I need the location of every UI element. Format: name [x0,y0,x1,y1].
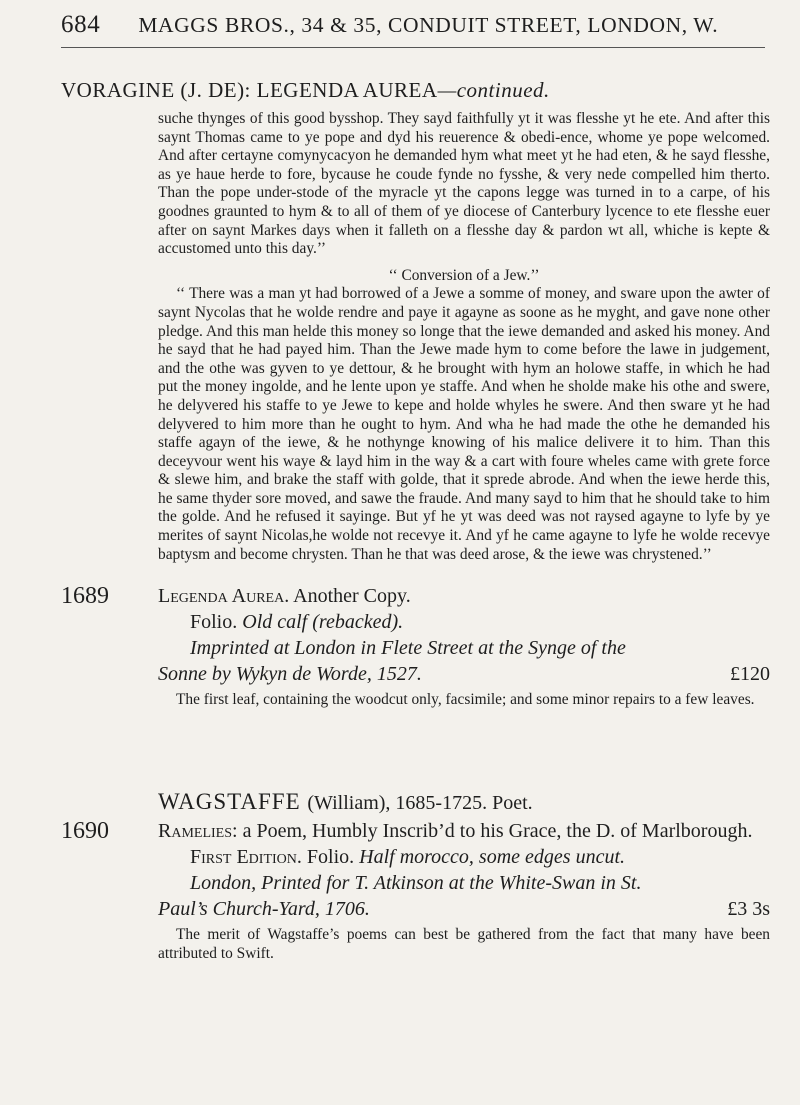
passage-text: suche thynges of this good bysshop. They sayd faithfully yt it was flesshe yt he ete. And after this saynt Thomas came to ye pope and dyd his reuerence & obedi-ence, whome ye pope welcomed. And after certayne comynycacyon he demanded hym what meet yt he had eten, & he sayd flesshe, as ye haue herde to fore, bycause he coude fynde no fysshe, & very nede compelled him therto. Than the pope under-stode of the myracle yt the capons legge was turned in to a carpe, of his goodnes graunted to hym & to all of them of ye diocese of Canterbury lycence to ete flesshe euer after on saynt Markes days when it falleth on a flesshe day & pardon wt all, whiche is kepte & accustomed unto this day.’’ [158,110,770,258]
passage-text: ‘‘ There was a man yt had borrowed of a Jewe a somme of money, and sware upon the awter of saynt Nycolas that he wolde rendre and paye it agayne as soone as he myght, and gave none other pledge. And this man helde this money so longe that the iewe demanded and asked his money. And he sayd that he had payed him. Than the Jewe made hym to come before the lawe in judgement, and the othe was gyven to ye dettour, & he brought with hym an holowe staffe, in which he had put the money ingolde, and he lente upon ye staffe. And when he sholde make his othe and swere, he delyvered his staffe to ye Jewe to kepe and holde whyles he swere. And then sware yt he had delyvered to him more than he ought to hym. And wha he had made the othe he demanded his staffe agayn of the iewe, & he nothynge knowing of his malice delivere it to him. Than this deceyvour went his waye & layd him in the way & a cart with foure wheles came with grete force & slewe him, and brake the staff with golde, that it sprede abrode. And when the iewe herde this, he same thyder sore moved, and sawe the fraude. And many sayd to him that he should take to him the golde. And he refused it sayinge. But yf he yt was deed was not raysed agayne to lyfe by ye merites of saynt Nicolas,he wolde not recevye it. And yf he came agayne to lyfe he wolde recevye baptysm and become chrysten. Than he that was deed arose, & the iewe was chrystened.’’ [158,285,770,563]
entry-title-rest: Another Copy. [293,585,411,607]
header-rule [61,47,765,48]
entry-imprint-cont: Paul’s Church-Yard, 1706. [158,898,370,920]
entry-price: £120 [730,663,770,685]
entry-format: Folio. [190,611,238,633]
entry-format: Folio. [306,846,355,868]
catalogue-entry [158,818,770,963]
entry-number: 1690 [61,818,109,844]
section-heading-main: VORAGINE (J. DE): LEGENDA AUREA [61,78,438,102]
entry-imprint: London, Printed for T. Atkinson at the White-Swan in St. [190,872,642,894]
entry-binding: Half morocco, some edges uncut. [359,846,626,868]
entry-edition: First Edition. [190,846,302,868]
entry-number: 1689 [61,583,109,609]
entry-binding: Old calf (rebacked). [242,611,404,633]
subheading: ‘‘ Conversion of a Jew.’’ [388,266,540,284]
author-name: WAGSTAFFE [158,789,301,814]
entry-format-line [190,844,770,870]
entry-note: The merit of Wagstaffe’s poems can best be gathered from the fact that many have been attributed to Swift. [158,926,770,962]
entry-price: £3 3s [727,898,770,920]
entry-title-name: Ramelies [158,820,233,842]
entry-imprint: Imprinted at London in Flete Street at the Synge of the [190,637,626,659]
entry-note: The first leaf, containing the woodcut only, facsimile; and some minor repairs to a few leaves. [176,691,755,708]
entry-format-line [190,609,770,635]
entry-imprint-line [158,896,770,922]
author-dates: (William), 1685-1725. Poet. [307,792,533,814]
entry-title-rest: : a Poem, Humbly Inscrib’d to his Grace, the D. of Marlborough. [232,820,753,842]
passage-block [158,110,770,564]
section-heading [61,78,550,103]
page-number: 684 [61,11,101,38]
entry-imprint-cont: Sonne by Wykyn de Worde, 1527. [158,663,422,685]
author-heading [158,787,770,818]
author-line [158,787,770,818]
catalogue-entry [158,583,770,710]
entry-imprint-line [158,661,770,687]
running-title: MAGGS BROS., 34 & 35, CONDUIT STREET, LONDON, W. [138,13,719,37]
entry-title [158,583,770,609]
section-heading-continued: —continued. [437,78,550,102]
running-header [61,11,766,39]
entry-title [158,818,770,844]
entry-title-name: Legenda Aurea. [158,585,290,607]
